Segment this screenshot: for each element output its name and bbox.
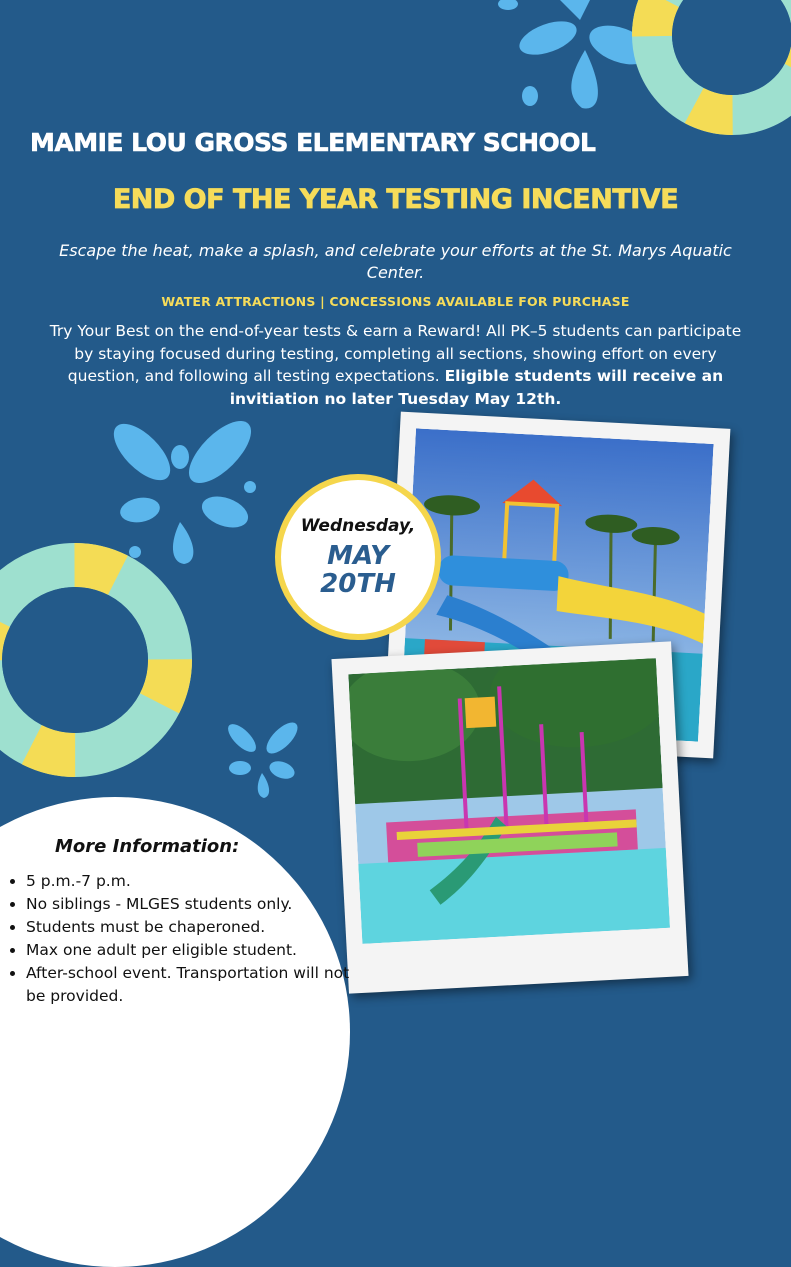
splash-small-icon	[220, 718, 305, 803]
date-badge	[275, 474, 441, 640]
swim-ring-left-icon	[0, 540, 200, 780]
list-item: • Students must be chaperoned.	[26, 916, 356, 939]
info-title: More Information:	[55, 836, 240, 857]
waterpark-photo-bottom	[331, 641, 688, 993]
description-main: Try Your Best on the end-of-year tests & earn a Reward! All PK–5 students can participate by staying focused during testing, completing all sections, showing effort on every question, and following all testing expectations.	[49, 322, 742, 385]
description	[40, 320, 751, 410]
info-list	[8, 870, 356, 1008]
list-item: • Max one adult per eligible student.	[26, 939, 356, 962]
list-item: • No siblings - MLGES students only.	[26, 893, 356, 916]
date-main: MAY 20TH	[320, 541, 396, 599]
date-day: Wednesday,	[300, 516, 416, 536]
list-item: • 5 p.m.-7 p.m.	[26, 870, 356, 893]
description-bold: Eligible students will receive an invitiation no later Tuesday May 12th.	[229, 367, 724, 408]
info-background	[0, 797, 350, 1267]
attractions-line: WATER ATTRACTIONS | CONCESSIONS AVAILABLE FOR PURCHASE	[161, 294, 630, 309]
school-title: MAMIE LOU GROSS ELEMENTARY SCHOOL	[30, 128, 596, 157]
tagline: Escape the heat, make a splash, and celebrate your efforts at the St. Marys Aquatic Center.	[59, 241, 732, 282]
event-title: END OF THE YEAR TESTING INCENTIVE	[112, 184, 679, 215]
list-item: • After-school event. Transportation will not be provided.	[26, 962, 356, 1008]
